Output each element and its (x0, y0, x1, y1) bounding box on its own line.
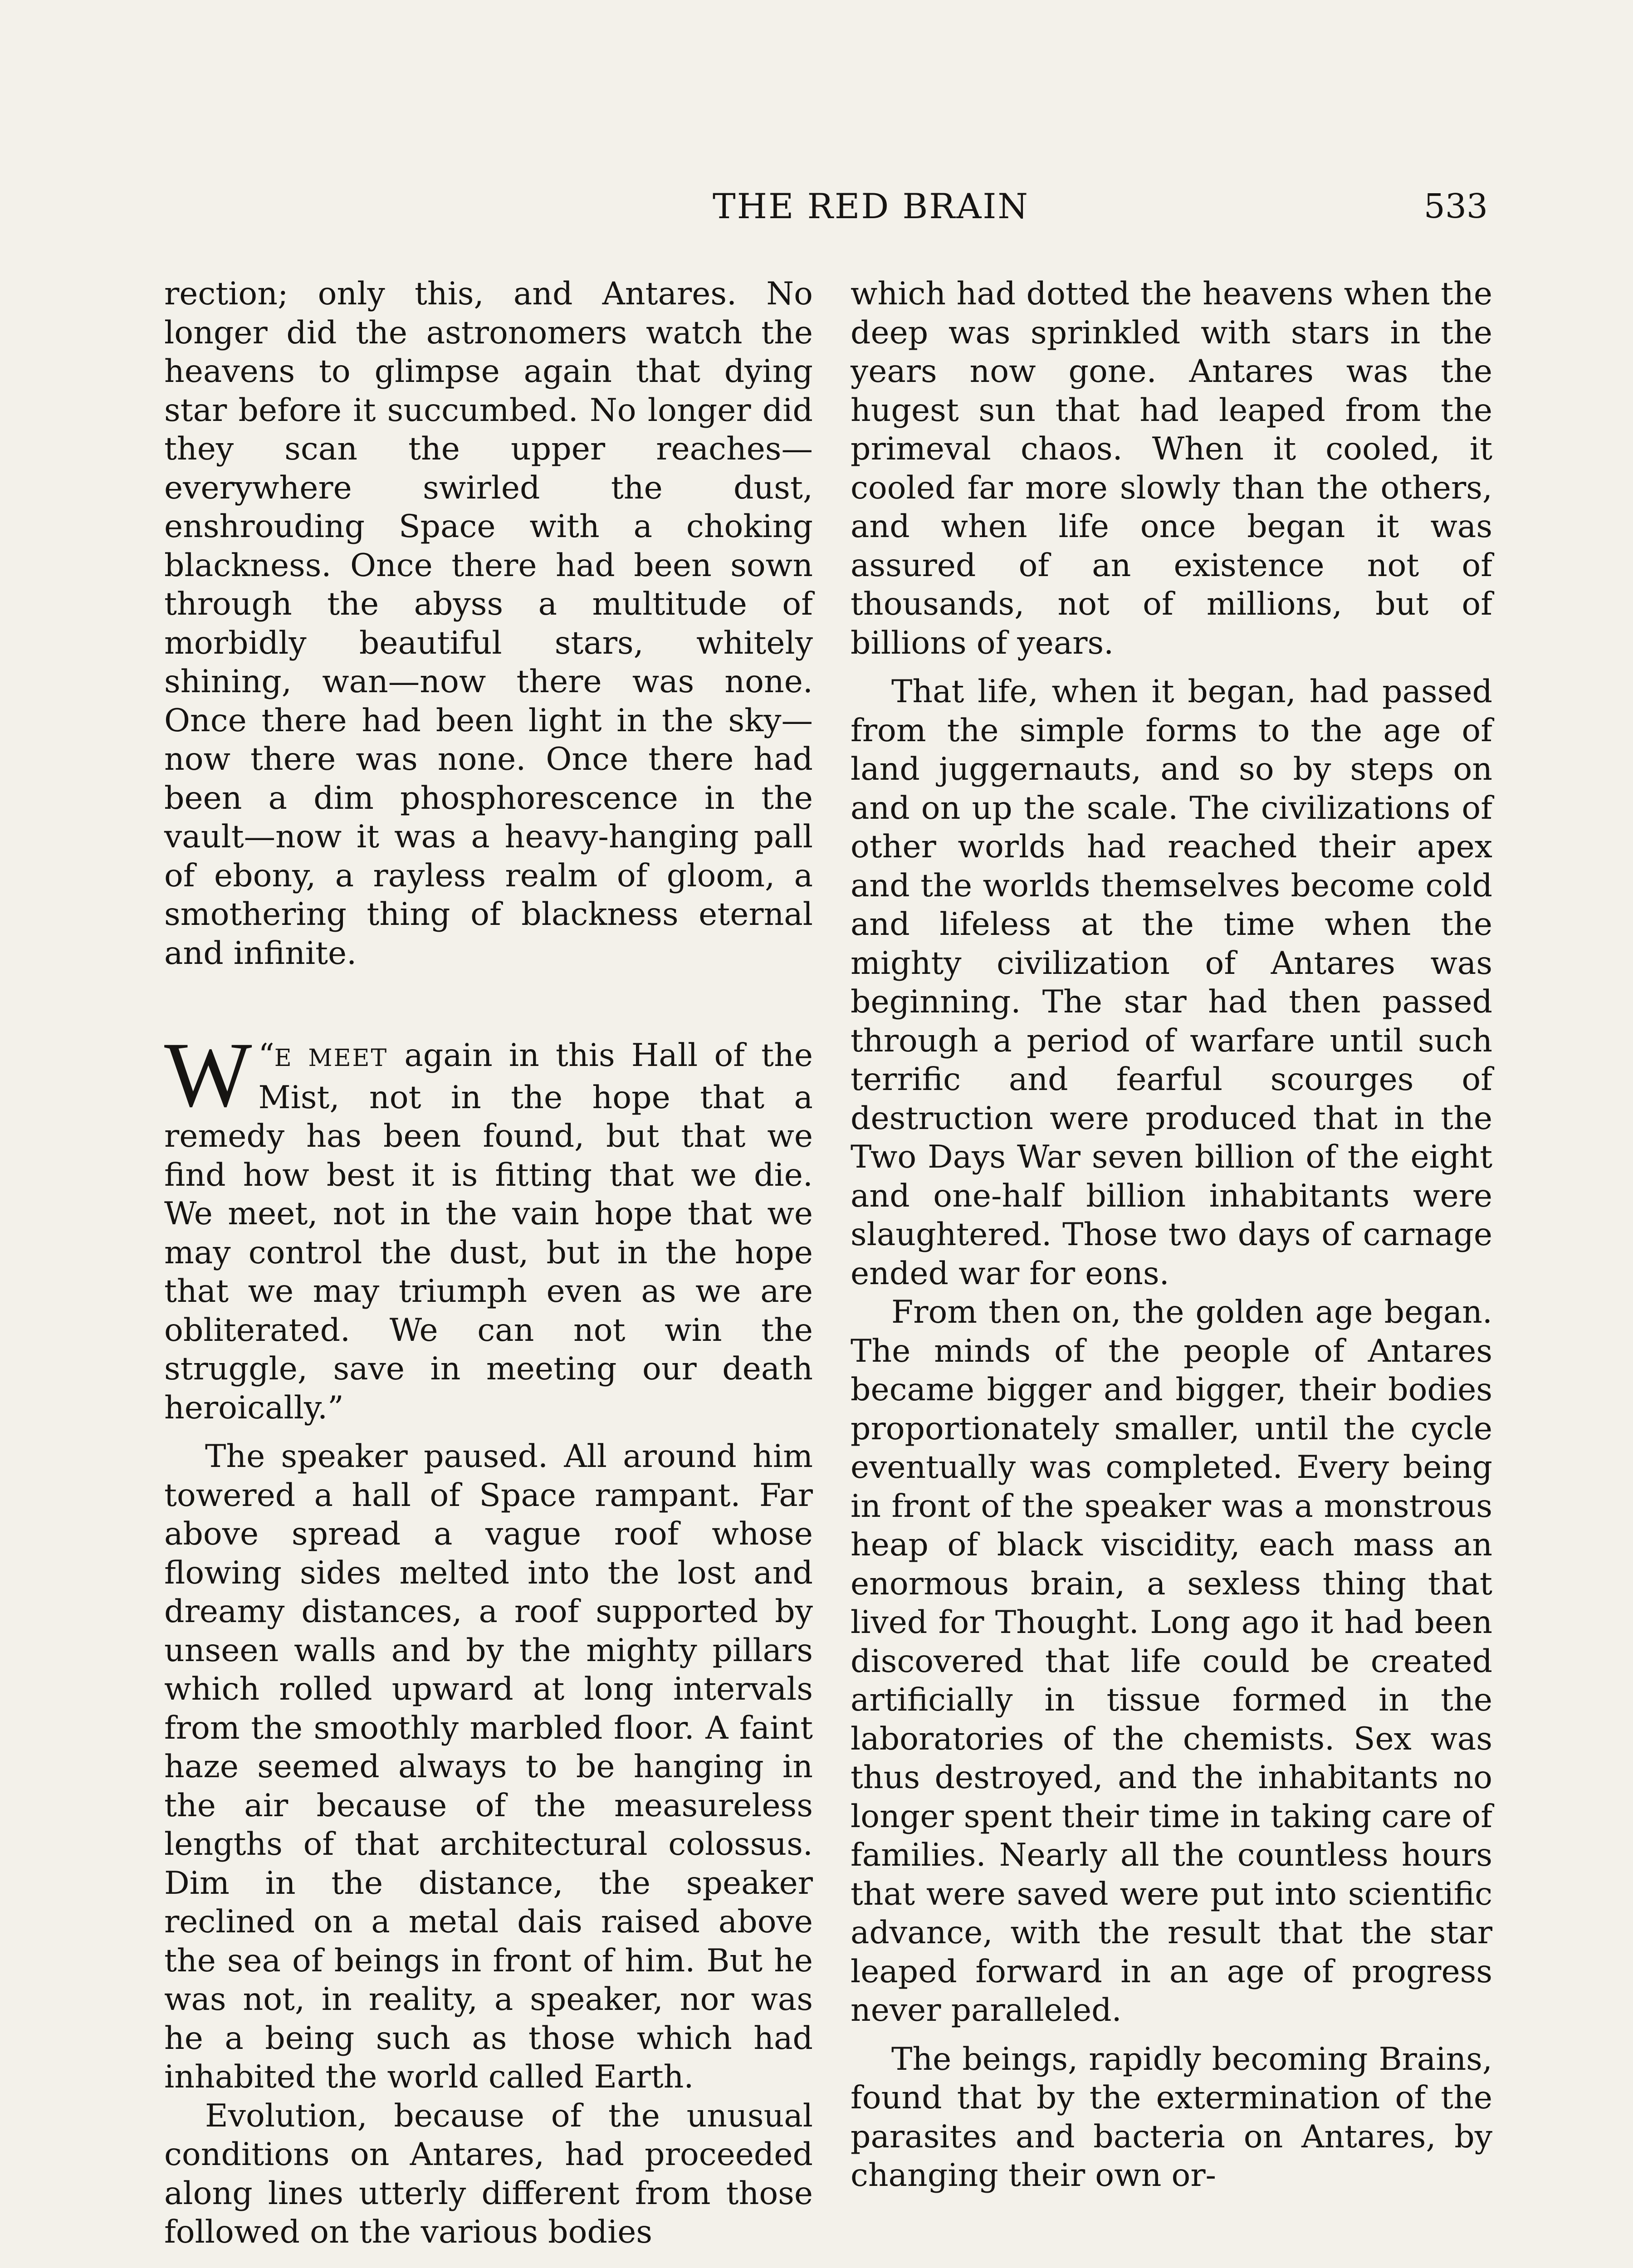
dropcap-paragraph (164, 1023, 813, 1427)
page-number: 533 (1423, 187, 1488, 226)
small-caps-lead: E MEET (274, 1045, 388, 1072)
paragraph: Evolution, because of the unusual conditions on Antares, had proceeded along lines utterly different from those followed on the various bodies (164, 2097, 813, 2250)
paragraph-text: again in this Hall of the Mist, not in the hope that a remedy has been found, but that we find how best it is fitting that we die. We meet, not in the vain hope that we may control the dust, but in the hope that we may triumph even as we are obliterated. We can not win the struggle, save in meeting our death heroically.” (164, 1037, 813, 1426)
open-quote: “ (258, 1037, 274, 1074)
paragraph: rection; only this, and Antares. No longer did the astronomers watch the heavens to glimpse again that dying star before it succumbed. No longer did they scan the upper reaches—everywhere swirled the dust, enshrouding Space with a choking blackness. Once there had been sown through the abyss a multitude of morbidly beautiful stars, whitely shining, wan—now there was none. Once there had been light in the sky—now there was none. Once there had been a dim phosphorescence in the vault—now it was a heavy-hanging pall of ebony, a rayless realm of gloom, a smothering thing of blackness eternal and infinite. (164, 275, 813, 972)
paragraph: The beings, rapidly becoming Brains, found that by the extermination of the parasites and bacteria on Antares, by changing their own or- (851, 2040, 1492, 2194)
paragraph: which had dotted the heavens when the deep was sprinkled with stars in the years now gone. Antares was the hugest sun that had leaped from the primeval chaos. When it cooled, it cooled far more slowly than the others, and when life once began it was assured of an existence not of thousands, not of millions, but of billions of years. (851, 275, 1492, 661)
left-column (164, 274, 813, 2252)
paragraph: The speaker paused. All around him towered a hall of Space rampant. Far above spread a vague roof whose flowing sides melted into the lost and dreamy distances, a roof supported by unseen walls and by the mighty pillars which rolled upward at long intervals from the smoothly marbled floor. A faint haze seemed always to be hanging in the air because of the measureless lengths of that architectural colossus. Dim in the distance, the speaker reclined on a metal dais raised above the sea of beings in front of him. But he was not, in reality, a speaker, nor was he a being such as those which had inhabited the world called Earth. (164, 1438, 813, 2095)
running-title: THE RED BRAIN (713, 186, 1029, 226)
page-header (154, 179, 1488, 234)
paragraph: From then on, the golden age began. The minds of the people of Antares became bigger and bigger, their bodies proportionately smaller, until the cycle eventually was completed. Every being in front of the speaker was a monstrous heap of black viscidity, each mass an enormous brain, a sexless thing that lived for Thought. Long ago it had been discovered that life could be created artificially in tissue formed in the laboratories of the chemists. Sex was thus destroyed, and the inhabitants no longer spent their time in taking care of families. Nearly all the countless hours that were saved were put into scientific advance, with the result that the star leaped forward in an age of progress never paralleled. (851, 1294, 1492, 2028)
drop-cap: W (164, 1023, 252, 1126)
right-column (851, 274, 1492, 2195)
paragraph: That life, when it began, had passed from the simple forms to the age of land juggernauts, and so by steps on and on up the scale. The civilizations of other worlds had reached their apex and the worlds themselves become cold and lifeless at the time when the mighty civilization of Antares was beginning. The star had then passed through a period of warfare until such terrific and fearful scourges of destruction were produced that in the Two Days War seven billion of the eight and one-half billion inhabitants were slaughtered. Those two days of carnage ended war for eons. (851, 673, 1492, 1292)
